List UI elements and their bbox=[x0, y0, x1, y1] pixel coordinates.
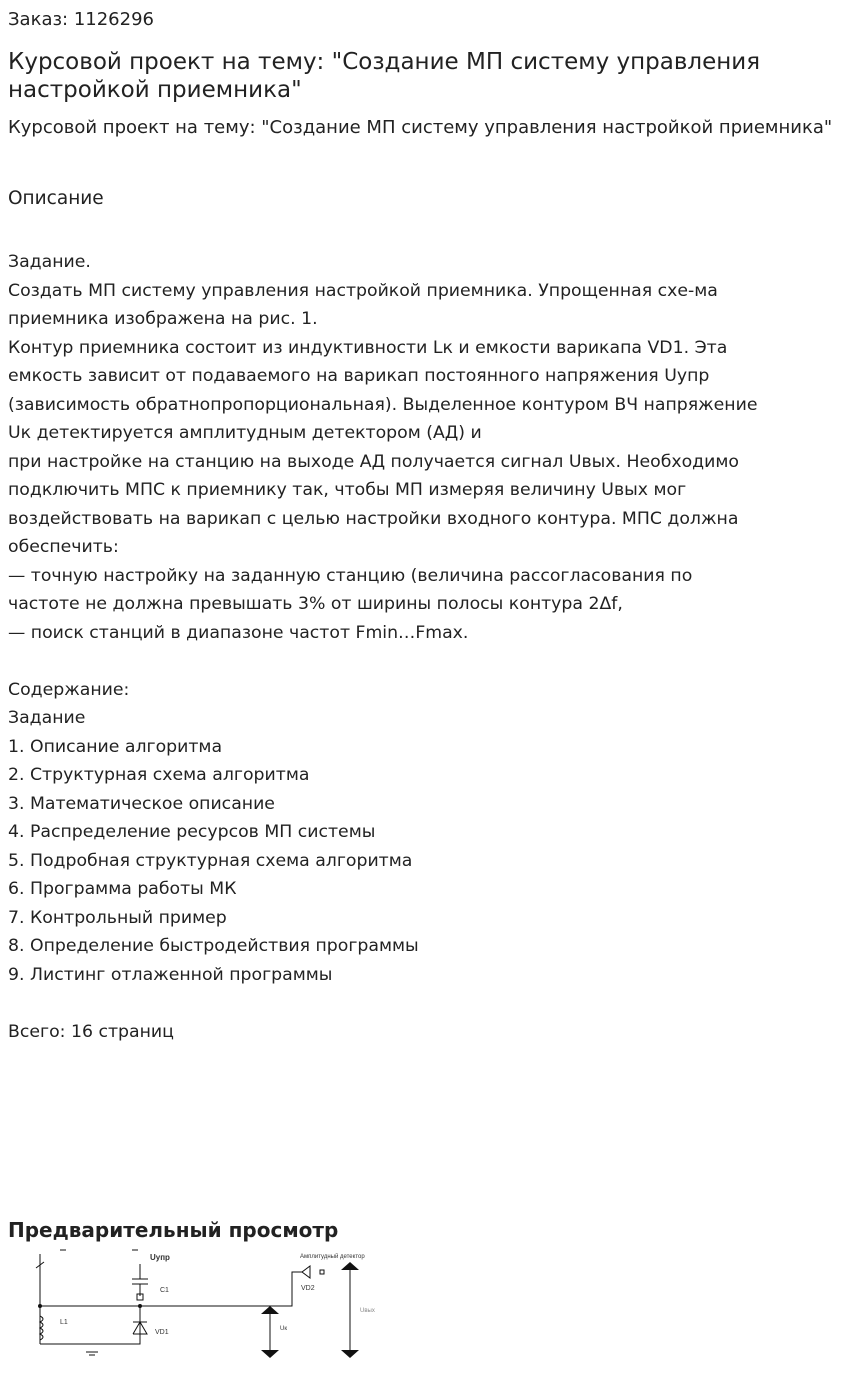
page-subtitle: Курсовой проект на тему: "Создание МП систему управления настройкой приемника" bbox=[8, 117, 833, 138]
body-line: — поиск станций в диапазоне частот Fmin…Fmax. bbox=[8, 622, 469, 643]
body-line: 9. Листинг отлаженной программы bbox=[8, 964, 333, 985]
preview-heading: Предварительный просмотр bbox=[8, 1218, 339, 1242]
body-line: Задание. bbox=[8, 252, 91, 272]
body-line: Создать МП систему управления настройкой приемника. Упрощенная схе-ма bbox=[8, 280, 718, 301]
body-line: емкость зависит от подаваемого на варикап постоянного напряжения Uупр bbox=[8, 366, 710, 386]
description-heading: Описание bbox=[8, 188, 104, 209]
body-line: подключить МПС к приемнику так, чтобы МП измеряя величину Uвых мог bbox=[8, 480, 687, 500]
body-line: воздействовать на варикап с целью настройки входного контура. МПС должна bbox=[8, 508, 739, 529]
diode-vd2-icon bbox=[302, 1266, 310, 1278]
node-dot bbox=[38, 1304, 42, 1308]
body-line: при настройке на станцию на выходе АД получается сигнал Uвых. Необходимо bbox=[8, 451, 739, 472]
body-line: Uк детектируется амплитудным детектором (АД) и bbox=[8, 423, 482, 443]
label-ad: Амплитудный детектор bbox=[300, 1254, 365, 1260]
ground-icon bbox=[86, 1352, 98, 1355]
wire-bottom bbox=[40, 1306, 140, 1344]
body-line: 5. Подробная структурная схема алгоритма bbox=[8, 850, 413, 871]
body-line: — точную настройку на заданную станцию (величина рассогласования по bbox=[8, 565, 693, 586]
output-terminal bbox=[320, 1270, 324, 1274]
label-c1: C1 bbox=[160, 1287, 169, 1294]
page-title: Курсовой проект на тему: "Создание МП систему управления настройкой приемника" bbox=[8, 49, 761, 103]
body-line: Содержание: bbox=[8, 679, 130, 700]
label-uupr: Uупр bbox=[150, 1253, 170, 1262]
description-body bbox=[8, 248, 840, 1046]
label-l1: L1 bbox=[60, 1319, 68, 1326]
label-vd2: VD2 bbox=[301, 1285, 315, 1292]
body-line: 1. Описание алгоритма bbox=[8, 736, 223, 757]
body-line: 7. Контрольный пример bbox=[8, 907, 227, 928]
body-line: Всего: 16 страниц bbox=[8, 1021, 174, 1042]
body-line bbox=[8, 647, 840, 676]
label-uvyh: Uвых bbox=[360, 1308, 375, 1314]
body-line: 2. Структурная схема алгоритма bbox=[8, 765, 310, 785]
body-line: 3. Математическое описание bbox=[8, 793, 275, 814]
wire-top bbox=[40, 1272, 302, 1306]
body-line: 6. Программа работы МК bbox=[8, 879, 237, 899]
body-line: 8. Определение быстродействия программы bbox=[8, 936, 419, 956]
body-line bbox=[8, 989, 840, 1018]
receiver-schematic bbox=[20, 1244, 400, 1372]
body-line: (зависимость обратнопропорциональная). Выделенное контуром ВЧ напряжение bbox=[8, 394, 758, 415]
body-line: частоте не должна превышать 3% от ширины полосы контура 2Δf, bbox=[8, 594, 623, 614]
body-line: Контур приемника состоит из индуктивности Lк и емкости варикапа VD1. Эта bbox=[8, 337, 728, 358]
body-line: приемника изображена на рис. 1. bbox=[8, 309, 318, 329]
label-uk: Uк bbox=[280, 1326, 287, 1332]
body-line: 4. Распределение ресурсов МП системы bbox=[8, 822, 376, 842]
body-line: обеспечить: bbox=[8, 537, 119, 557]
antenna-icon bbox=[36, 1254, 44, 1274]
body-line: Задание bbox=[8, 708, 86, 728]
node-dot bbox=[138, 1304, 142, 1308]
order-number: Заказ: 1126296 bbox=[8, 9, 154, 30]
label-vd1: VD1 bbox=[155, 1329, 169, 1336]
capacitor-c1-icon bbox=[132, 1264, 148, 1296]
